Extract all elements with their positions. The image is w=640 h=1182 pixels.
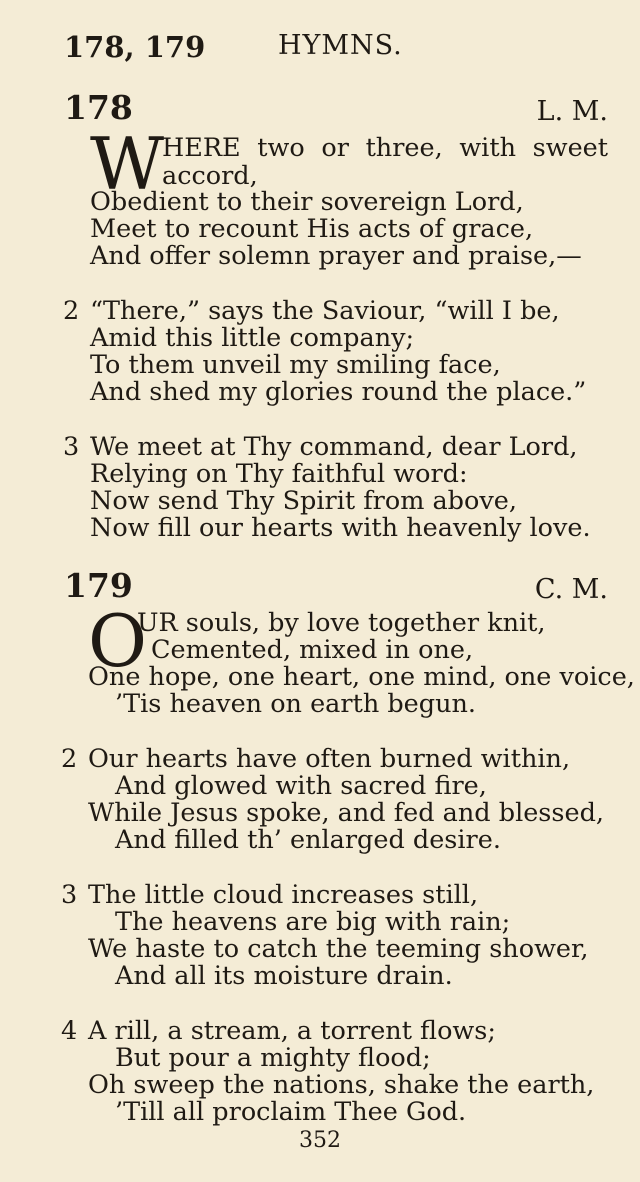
verse-line: ’Till all proclaim Thee God. [115,1097,467,1127]
verse-line: ’Tis heaven on earth begun. [115,689,477,719]
verse-line: But pour a mighty flood; [115,1043,431,1073]
verse-line: While Jesus spoke, and fed and blessed, [88,798,605,828]
running-head-title: HYMNS. [278,30,403,61]
verse-line: A rill, a stream, a torrent flows; [88,1016,496,1046]
verse-line: And shed my glories round the place.” [90,377,587,407]
verse-line: And filled th’ enlarged desire. [115,825,501,855]
running-head [64,30,600,70]
running-head-numbers: 178, 179 [64,30,206,64]
verse-line: One hope, one heart, one mind, one voice, [88,662,635,692]
hymn-number: 178 [64,88,133,127]
hymn-number: 179 [64,566,133,605]
verse-line: Relying on Thy faithful word: [90,459,468,489]
hymn-meter: C. M. [534,574,608,605]
drop-cap: W [90,122,165,206]
stanza-number: 2 [61,744,78,774]
verse-line: UR souls, by love together knit, [137,608,546,638]
verse-line: We meet at Thy command, dear Lord, [90,432,578,462]
stanza-number: 2 [63,296,80,326]
stanza-number: 3 [61,880,78,910]
verse-line: Our hearts have often burned within, [88,744,571,774]
page-number: 352 [299,1128,341,1153]
verse-line: Cemented, mixed in one, [151,635,474,665]
verse-line: The little cloud increases still, [88,880,479,910]
verse-line: And glowed with sacred fire, [115,771,487,801]
verse-line: Meet to recount His acts of grace, [90,214,534,244]
verse-line: “There,” says the Saviour, “will I be, [90,296,560,326]
stanza-number: 4 [61,1016,78,1046]
stanza-number: 3 [63,432,80,462]
verse-line: Now fill our hearts with heavenly love. [90,513,591,543]
verse-line: Now send Thy Spirit from above, [90,486,517,516]
verse-line: accord, [162,161,258,191]
verse-line: To them unveil my smiling face, [90,350,501,380]
drop-cap: O [88,599,148,683]
verse-line: We haste to catch the teeming shower, [88,934,589,964]
verse-line: The heavens are big with rain; [115,907,511,937]
verse-line: And all its moisture drain. [115,961,453,991]
verse-line: And offer solemn prayer and praise,— [90,241,582,271]
hymn-meter: L. M. [536,96,608,127]
verse-line: Oh sweep the nations, shake the earth, [88,1070,595,1100]
verse-line: HERE two or three, with sweet [162,133,608,163]
verse-line: Amid this little company; [90,323,415,353]
verse-line: Obedient to their sovereign Lord, [90,187,524,217]
